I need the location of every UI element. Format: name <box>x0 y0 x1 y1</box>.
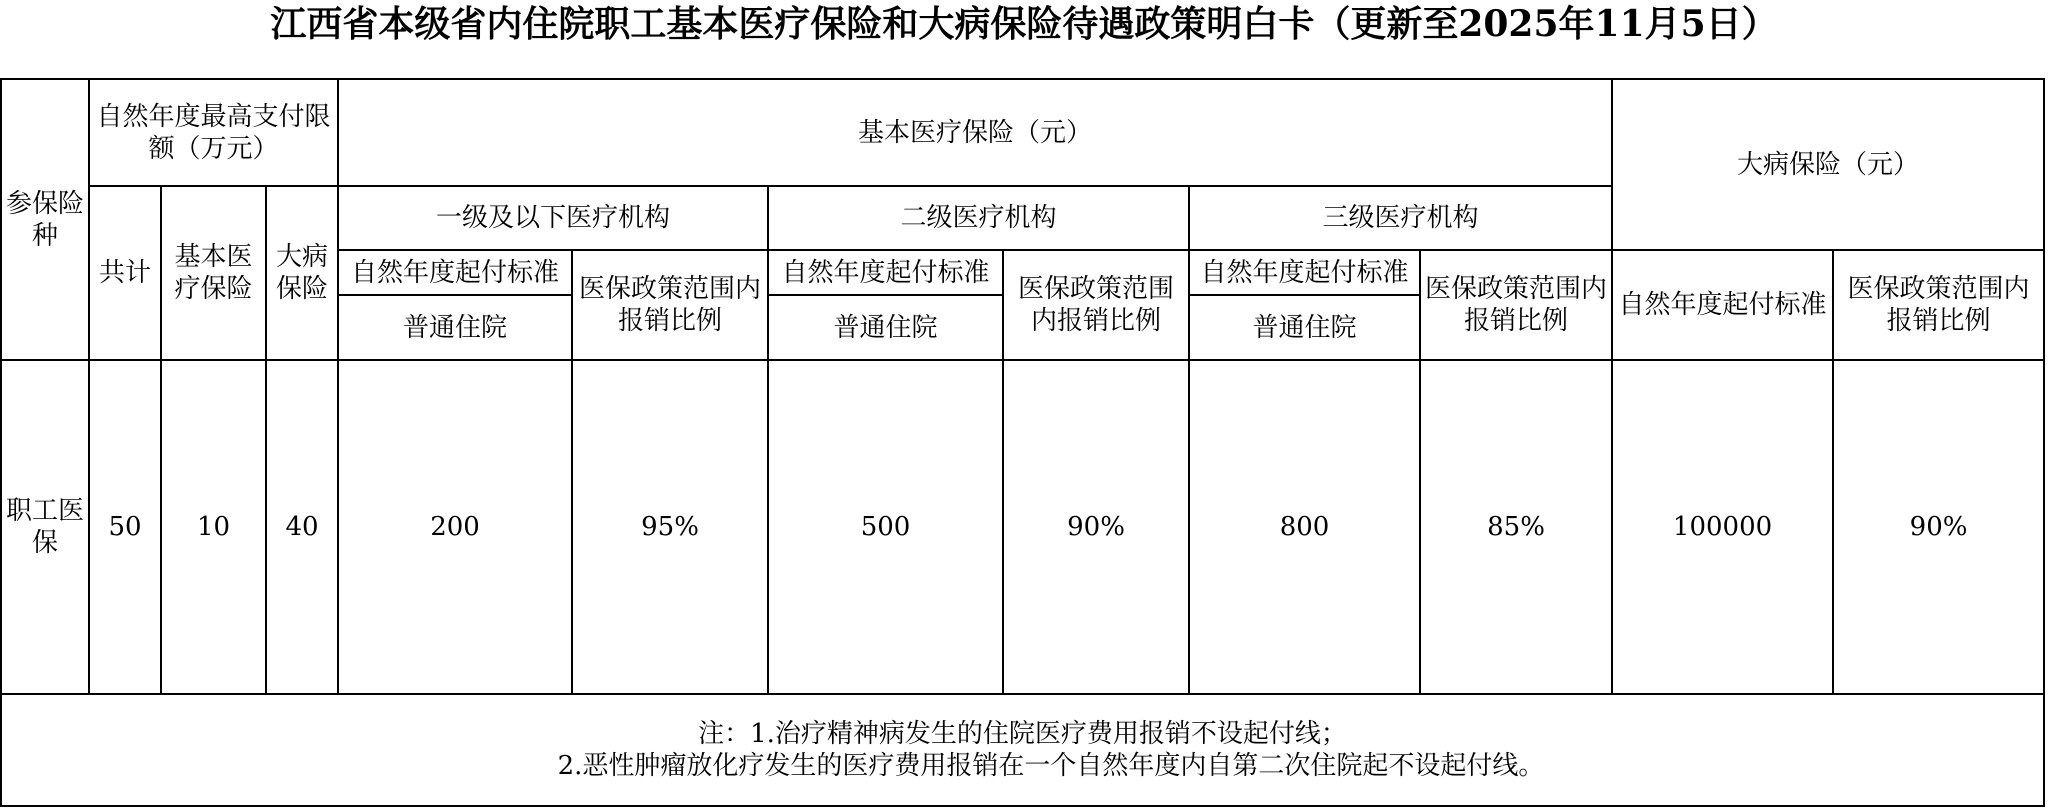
policy-table <box>0 78 2045 807</box>
header-annual-limit: 自然年度最高支付限额（万元） <box>89 79 338 186</box>
header-ratio-l1: 医保政策范围内报销比例 <box>572 250 768 360</box>
note-line-1: 注：1.治疗精神病发生的住院医疗费用报销不设起付线； <box>698 719 1347 749</box>
notes-cell <box>1 694 2044 806</box>
header-level2: 二级医疗机构 <box>768 186 1189 250</box>
header-deductible-l3: 自然年度起付标准 <box>1189 250 1420 295</box>
cell-l1-deductible: 200 <box>338 360 572 694</box>
header-ratio-l2: 医保政策范围内报销比例 <box>1003 250 1189 360</box>
header-ordinary-l3: 普通住院 <box>1189 295 1420 360</box>
header-level3: 三级医疗机构 <box>1189 186 1612 250</box>
cell-l1-ratio: 95% <box>572 360 768 694</box>
cell-limit-total: 50 <box>89 360 161 694</box>
cell-l2-deductible: 500 <box>768 360 1003 694</box>
cell-limit-basic: 10 <box>161 360 266 694</box>
header-limit-serious: 大病保险 <box>266 186 338 360</box>
header-serious-deductible: 自然年度起付标准 <box>1612 250 1833 360</box>
cell-insurance-type: 职工医保 <box>1 360 89 694</box>
header-deductible-l2: 自然年度起付标准 <box>768 250 1003 295</box>
header-insurance-type: 参保险种 <box>1 79 89 360</box>
header-serious-ratio: 医保政策范围内报销比例 <box>1833 250 2044 360</box>
header-ordinary-l2: 普通住院 <box>768 295 1003 360</box>
header-level1: 一级及以下医疗机构 <box>338 186 768 250</box>
header-limit-basic: 基本医疗保险 <box>161 186 266 360</box>
cell-l3-deductible: 800 <box>1189 360 1420 694</box>
header-serious-illness: 大病保险（元） <box>1612 79 2044 250</box>
header-limit-total: 共计 <box>89 186 161 360</box>
header-ratio-l3: 医保政策范围内报销比例 <box>1420 250 1612 360</box>
table-row <box>1 360 2044 694</box>
header-deductible-l1: 自然年度起付标准 <box>338 250 572 295</box>
cell-serious-deductible: 100000 <box>1612 360 1833 694</box>
page-title: 江西省本级省内住院职工基本医疗保险和大病保险待遇政策明白卡（更新至2025年11月5日） <box>270 3 1778 45</box>
header-ordinary-l1: 普通住院 <box>338 295 572 360</box>
cell-limit-serious: 40 <box>266 360 338 694</box>
cell-l2-ratio: 90% <box>1003 360 1189 694</box>
note-line-2: 2.恶性肿瘤放化疗发生的医疗费用报销在一个自然年度内自第二次住院起不设起付线。 <box>557 751 1545 781</box>
cell-serious-ratio: 90% <box>1833 360 2044 694</box>
header-basic-insurance: 基本医疗保险（元） <box>338 79 1612 186</box>
cell-l3-ratio: 85% <box>1420 360 1612 694</box>
